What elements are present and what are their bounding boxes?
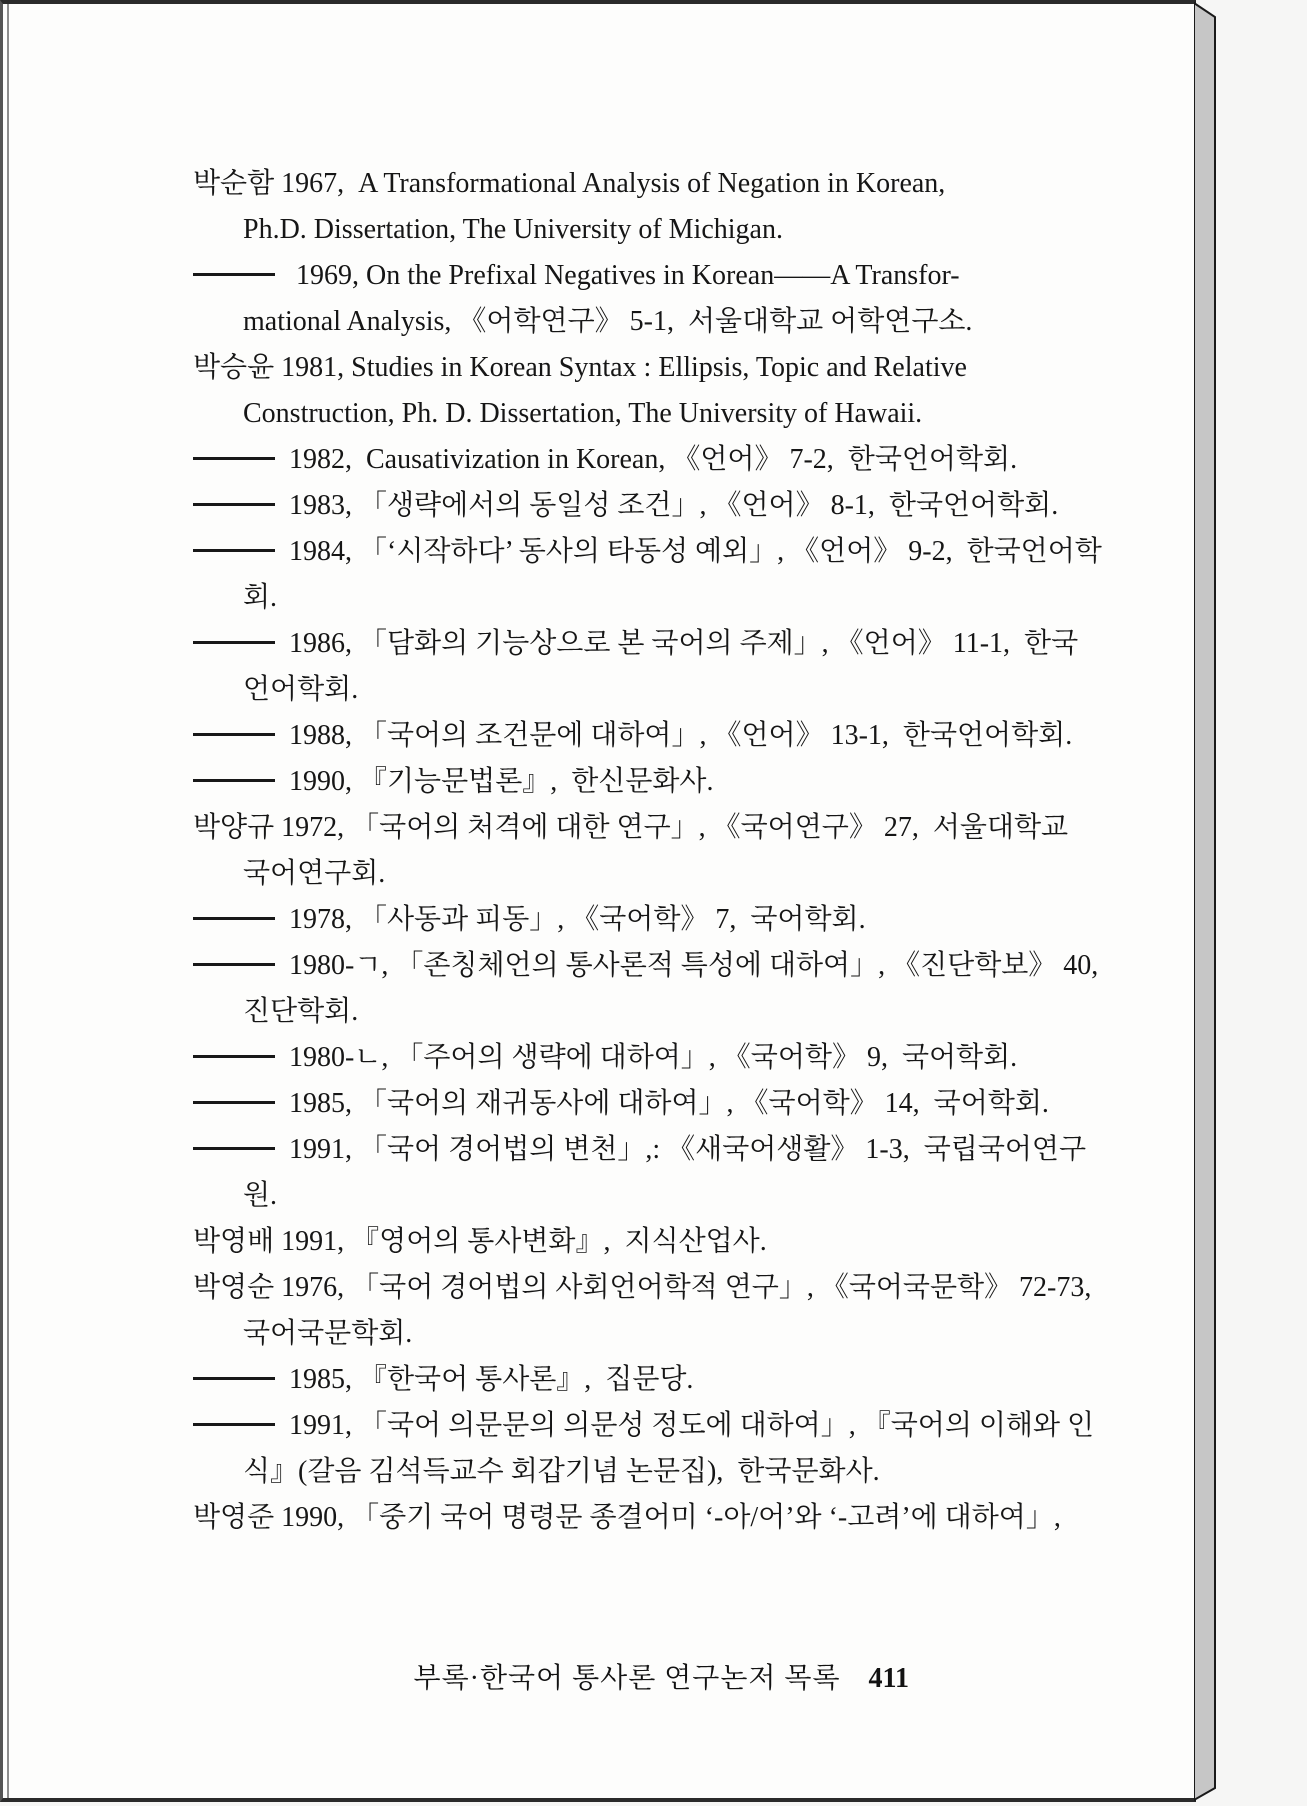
bibliography-line-text: 박양규 1972, 「국어의 처격에 대한 연구」, 《국어연구》 27, 서울대학교: [193, 812, 1069, 843]
bibliography-line: [193, 529, 1102, 575]
bibliography-line-text: 1969, On the Prefixal Negatives in Korean——A Transfor-: [289, 260, 960, 291]
bibliography-line-text: 진단학회.: [243, 996, 359, 1027]
bibliography-line: [193, 1265, 1092, 1311]
bibliography-line: [193, 1311, 1038, 1357]
bibliography-line-text: 1980-ㄱ, 「존칭체언의 통사론적 특성에 대하여」, 《진단학보》 40,: [289, 950, 1099, 981]
bibliography-line: [193, 943, 1099, 989]
bibliography-line: [193, 1403, 1095, 1449]
bibliography-line: [193, 1495, 1061, 1541]
bibliography-line: [193, 437, 1038, 483]
bibliography-line: [193, 1357, 1038, 1403]
bibliography-line: [193, 897, 1038, 943]
bibliography-line: [193, 989, 1038, 1035]
same-author-dash: [193, 549, 275, 552]
bibliography-line: [193, 575, 1038, 621]
same-author-dash: [193, 917, 275, 920]
same-author-dash: [193, 733, 275, 736]
bibliography-line-text: 박승윤 1981, Studies in Korean Syntax : Ellipsis, Topic and Relative: [193, 352, 967, 383]
bibliography-line: [193, 1081, 1049, 1127]
page-footer: [193, 1610, 909, 1748]
bibliography-line-text: 식』(갈음 김석득교수 회갑기념 논문집), 한국문화사.: [243, 1456, 880, 1487]
bibliography-line-text: 회.: [243, 582, 278, 613]
bibliography-line-text: mational Analysis, 《어학연구》 5-1, 서울대학교 어학연구소.: [243, 306, 973, 337]
bibliography-line: [193, 391, 1038, 437]
bibliography-line: [193, 1449, 1038, 1495]
bibliography-line: [193, 805, 1069, 851]
bibliography-line: [193, 253, 1038, 299]
bibliography-line-text: 원.: [243, 1180, 278, 1211]
bibliography-line: [193, 713, 1073, 759]
bibliography-line: [193, 345, 1038, 391]
bibliography-line: [193, 1035, 1038, 1081]
bibliography-line-text: 박영준 1990, 「중기 국어 명령문 종결어미 ‘-아/어’와 ‘-고려’에 대하여」,: [193, 1502, 1061, 1533]
bibliography-line-text: 1986, 「담화의 기능상으로 본 국어의 주제」, 《언어》 11-1, 한국: [289, 628, 1079, 659]
bibliography-line-text: 1985, 「국어의 재귀동사에 대하여」, 《국어학》 14, 국어학회.: [289, 1088, 1049, 1119]
bibliography-line: [193, 667, 1038, 713]
bibliography-list: [193, 161, 1102, 1541]
footer-running-title: 부록·한국어 통사론 연구논저 목록: [413, 1663, 841, 1694]
bibliography-line-text: 국어연구회.: [243, 858, 386, 889]
same-author-dash: [193, 457, 275, 460]
bibliography-line: [193, 621, 1079, 667]
bibliography-line-text: 1978, 「사동과 피동」, 《국어학》 7, 국어학회.: [289, 904, 866, 935]
bibliography-line: [193, 1219, 1038, 1265]
bibliography-line-text: 언어학회.: [243, 674, 359, 705]
same-author-dash: [193, 503, 275, 506]
same-author-dash: [193, 1055, 275, 1058]
same-author-dash: [193, 963, 275, 966]
same-author-dash: [193, 779, 275, 782]
footer-page-number: 411: [868, 1663, 909, 1694]
bibliography-line-text: Ph.D. Dissertation, The University of Michigan.: [243, 214, 783, 245]
same-author-dash: [193, 1101, 275, 1104]
same-author-dash: [193, 641, 275, 644]
bibliography-line-text: 박순함 1967, A Transformational Analysis of Negation in Korean,: [193, 168, 946, 199]
bibliography-line-text: 1980-ㄴ, 「주어의 생략에 대하여」, 《국어학》 9, 국어학회.: [289, 1042, 1018, 1073]
bibliography-line: [193, 1127, 1087, 1173]
bibliography-line-text: 1985, 『한국어 통사론』, 집문당.: [289, 1364, 694, 1395]
bibliography-line: [193, 207, 1038, 253]
page-edge-shading: [1194, 0, 1222, 1806]
bibliography-line-text: 박영배 1991, 『영어의 통사변화』, 지식산업사.: [193, 1226, 767, 1257]
bibliography-line-text: 1990, 『기능문법론』, 한신문화사.: [289, 766, 714, 797]
bibliography-line: [193, 1173, 1038, 1219]
bibliography-line-text: 박영순 1976, 「국어 경어법의 사회언어학적 연구」, 《국어국문학》 72-73,: [193, 1272, 1092, 1303]
bibliography-line: [193, 851, 1038, 897]
bibliography-line-text: 1984, 「‘시작하다’ 동사의 타동성 예외」, 《언어》 9-2, 한국언어학: [289, 536, 1102, 567]
bibliography-line-text: 1991, 「국어 의문문의 의문성 정도에 대하여」, 『국어의 이해와 인: [289, 1410, 1095, 1441]
same-author-dash: [193, 1377, 275, 1380]
bibliography-line-text: 1988, 「국어의 조건문에 대하여」, 《언어》 13-1, 한국언어학회.: [289, 720, 1073, 751]
bibliography-line: [193, 483, 1059, 529]
bibliography-line-text: 국어국문학회.: [243, 1318, 413, 1349]
bibliography-line-text: 1983, 「생략에서의 동일성 조건」, 《언어》 8-1, 한국언어학회.: [289, 490, 1059, 521]
bibliography-line: [193, 299, 1038, 345]
bibliography-line-text: 1982, Causativization in Korean, 《언어》 7-2, 한국언어학회.: [289, 444, 1018, 475]
bibliography-line-text: 1991, 「국어 경어법의 변천」,: 《새국어생활》 1-3, 국립국어연구: [289, 1134, 1087, 1165]
bibliography-line: [193, 161, 1038, 207]
same-author-dash: [193, 273, 275, 276]
same-author-dash: [193, 1423, 275, 1426]
same-author-dash: [193, 1147, 275, 1150]
bibliography-line: [193, 759, 1038, 805]
bibliography-line-text: Construction, Ph. D. Dissertation, The University of Hawaii.: [243, 398, 923, 429]
